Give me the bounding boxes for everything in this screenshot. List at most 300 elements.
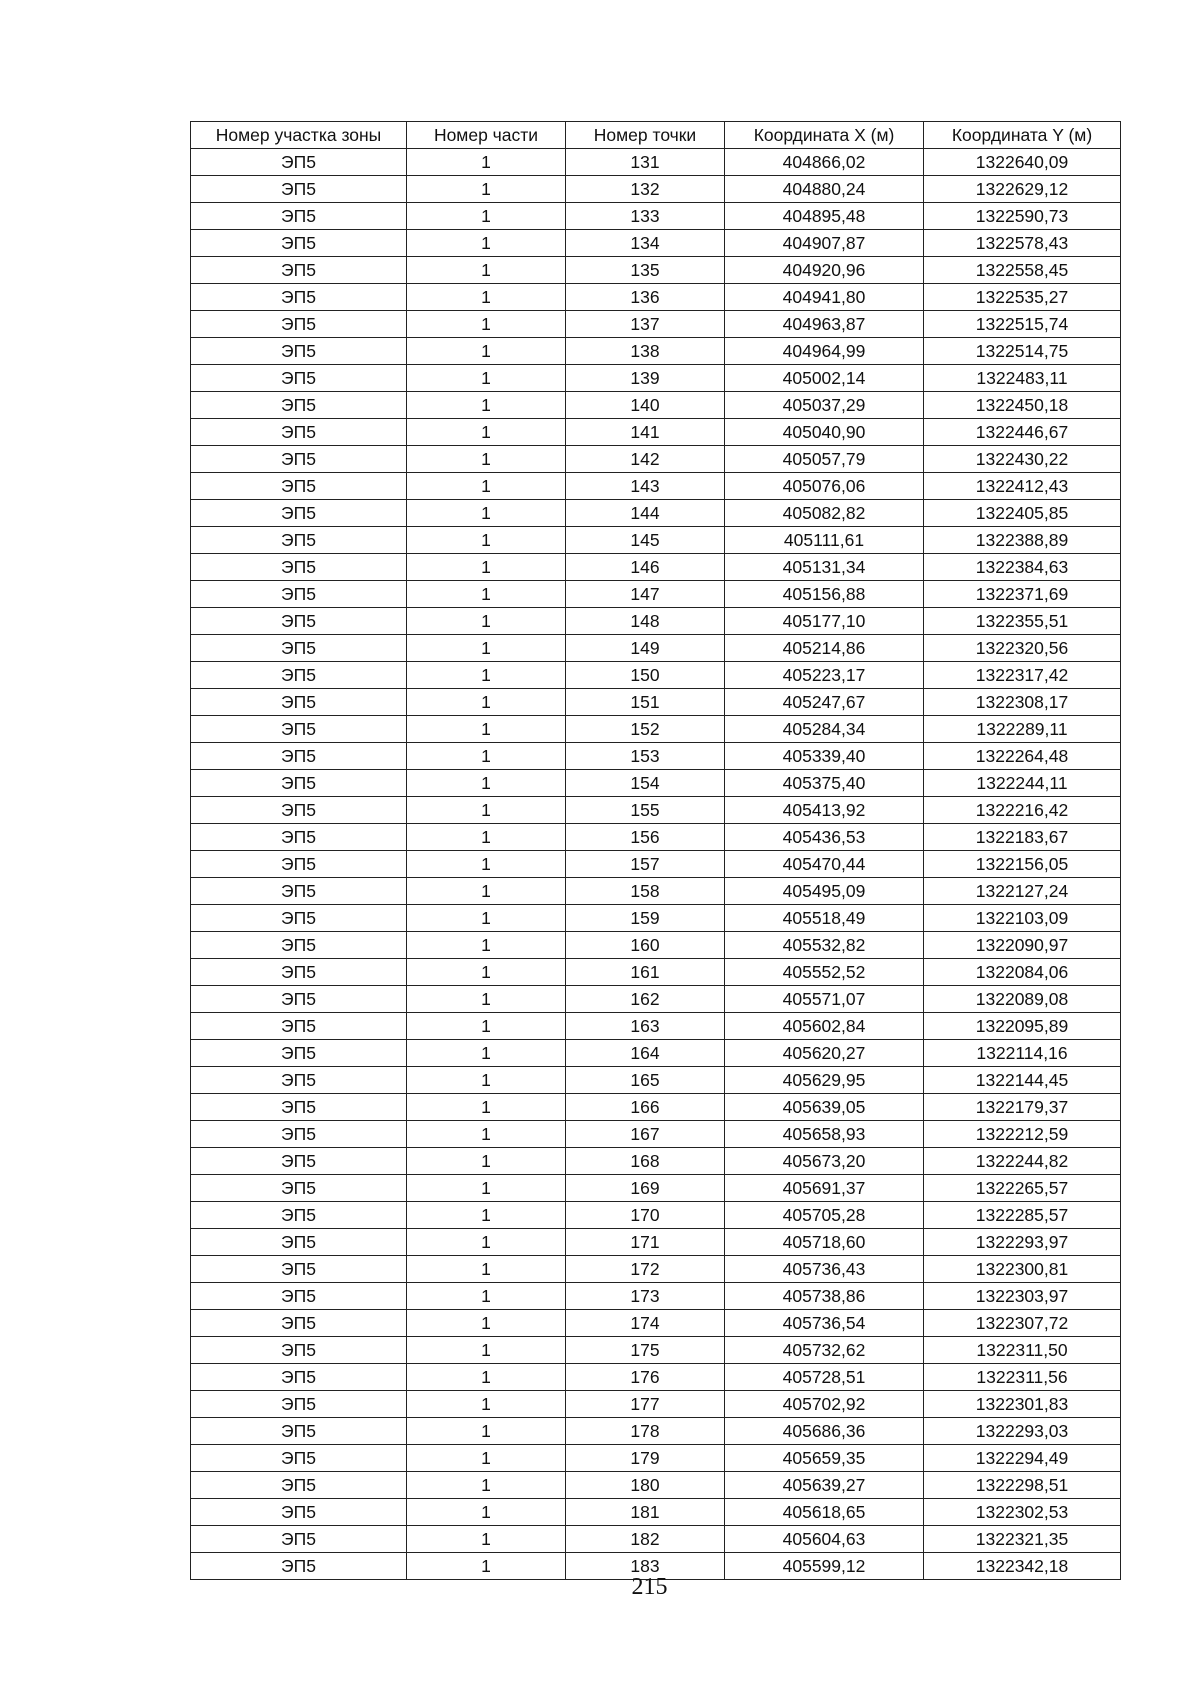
cell-zone-section: ЭП5	[191, 1202, 407, 1229]
coordinates-table	[190, 121, 1121, 1580]
cell-coordinate-y: 1322430,22	[924, 446, 1121, 473]
table-row	[191, 1283, 1121, 1310]
cell-coordinate-y: 1322293,97	[924, 1229, 1121, 1256]
table-body	[191, 149, 1121, 1580]
cell-coordinate-y: 1322264,48	[924, 743, 1121, 770]
table-row	[191, 662, 1121, 689]
cell-coordinate-y: 1322293,03	[924, 1418, 1121, 1445]
cell-part-number: 1	[407, 851, 566, 878]
table-row	[191, 257, 1121, 284]
table-row	[191, 1013, 1121, 1040]
cell-coordinate-x: 405639,27	[725, 1472, 924, 1499]
cell-part-number: 1	[407, 959, 566, 986]
cell-zone-section: ЭП5	[191, 500, 407, 527]
cell-zone-section: ЭП5	[191, 1310, 407, 1337]
header-zone-section-number: Номер участка зоны	[191, 122, 407, 149]
cell-coordinate-y: 1322103,09	[924, 905, 1121, 932]
cell-zone-section: ЭП5	[191, 1067, 407, 1094]
cell-coordinate-y: 1322371,69	[924, 581, 1121, 608]
cell-coordinate-y: 1322558,45	[924, 257, 1121, 284]
cell-part-number: 1	[407, 716, 566, 743]
table-row	[191, 608, 1121, 635]
cell-coordinate-x: 405111,61	[725, 527, 924, 554]
cell-zone-section: ЭП5	[191, 176, 407, 203]
cell-point-number: 177	[566, 1391, 725, 1418]
cell-coordinate-x: 405002,14	[725, 365, 924, 392]
cell-part-number: 1	[407, 1094, 566, 1121]
table-row	[191, 1499, 1121, 1526]
cell-coordinate-x: 405686,36	[725, 1418, 924, 1445]
cell-part-number: 1	[407, 1175, 566, 1202]
cell-zone-section: ЭП5	[191, 1256, 407, 1283]
cell-zone-section: ЭП5	[191, 1148, 407, 1175]
cell-part-number: 1	[407, 1499, 566, 1526]
cell-part-number: 1	[407, 878, 566, 905]
cell-point-number: 154	[566, 770, 725, 797]
cell-point-number: 131	[566, 149, 725, 176]
cell-coordinate-y: 1322090,97	[924, 932, 1121, 959]
cell-part-number: 1	[407, 527, 566, 554]
cell-part-number: 1	[407, 770, 566, 797]
cell-point-number: 150	[566, 662, 725, 689]
cell-coordinate-x: 404895,48	[725, 203, 924, 230]
cell-part-number: 1	[407, 1121, 566, 1148]
cell-point-number: 168	[566, 1148, 725, 1175]
table-row	[191, 1067, 1121, 1094]
cell-zone-section: ЭП5	[191, 1499, 407, 1526]
table-row	[191, 959, 1121, 986]
cell-coordinate-y: 1322388,89	[924, 527, 1121, 554]
table-row	[191, 743, 1121, 770]
cell-coordinate-x: 405639,05	[725, 1094, 924, 1121]
cell-part-number: 1	[407, 662, 566, 689]
cell-zone-section: ЭП5	[191, 446, 407, 473]
cell-zone-section: ЭП5	[191, 878, 407, 905]
cell-part-number: 1	[407, 176, 566, 203]
cell-coordinate-x: 405082,82	[725, 500, 924, 527]
cell-point-number: 172	[566, 1256, 725, 1283]
table-row	[191, 689, 1121, 716]
cell-coordinate-x: 405284,34	[725, 716, 924, 743]
cell-zone-section: ЭП5	[191, 1391, 407, 1418]
table-row	[191, 230, 1121, 257]
cell-part-number: 1	[407, 1256, 566, 1283]
cell-zone-section: ЭП5	[191, 851, 407, 878]
cell-coordinate-y: 1322285,57	[924, 1202, 1121, 1229]
cell-point-number: 139	[566, 365, 725, 392]
table-row	[191, 716, 1121, 743]
cell-coordinate-x: 405177,10	[725, 608, 924, 635]
cell-zone-section: ЭП5	[191, 1553, 407, 1580]
cell-part-number: 1	[407, 1013, 566, 1040]
cell-coordinate-y: 1322578,43	[924, 230, 1121, 257]
cell-coordinate-x: 405156,88	[725, 581, 924, 608]
header-point-number: Номер точки	[566, 122, 725, 149]
cell-coordinate-x: 405738,86	[725, 1283, 924, 1310]
cell-coordinate-x: 405736,43	[725, 1256, 924, 1283]
cell-point-number: 180	[566, 1472, 725, 1499]
cell-part-number: 1	[407, 986, 566, 1013]
cell-zone-section: ЭП5	[191, 689, 407, 716]
cell-part-number: 1	[407, 932, 566, 959]
cell-coordinate-y: 1322483,11	[924, 365, 1121, 392]
table-row	[191, 284, 1121, 311]
table-row	[191, 1256, 1121, 1283]
cell-coordinate-x: 405339,40	[725, 743, 924, 770]
cell-coordinate-x: 405604,63	[725, 1526, 924, 1553]
cell-coordinate-x: 405040,90	[725, 419, 924, 446]
cell-zone-section: ЭП5	[191, 905, 407, 932]
cell-point-number: 178	[566, 1418, 725, 1445]
cell-coordinate-x: 405736,54	[725, 1310, 924, 1337]
cell-part-number: 1	[407, 1364, 566, 1391]
cell-coordinate-y: 1322303,97	[924, 1283, 1121, 1310]
cell-part-number: 1	[407, 1337, 566, 1364]
cell-coordinate-x: 404866,02	[725, 149, 924, 176]
cell-point-number: 132	[566, 176, 725, 203]
cell-point-number: 142	[566, 446, 725, 473]
cell-coordinate-x: 405057,79	[725, 446, 924, 473]
table-row	[191, 500, 1121, 527]
table-row	[191, 176, 1121, 203]
cell-part-number: 1	[407, 392, 566, 419]
table-row	[191, 149, 1121, 176]
cell-point-number: 157	[566, 851, 725, 878]
cell-coordinate-x: 405552,52	[725, 959, 924, 986]
cell-part-number: 1	[407, 473, 566, 500]
cell-coordinate-x: 405518,49	[725, 905, 924, 932]
cell-coordinate-x: 405131,34	[725, 554, 924, 581]
cell-zone-section: ЭП5	[191, 824, 407, 851]
cell-zone-section: ЭП5	[191, 1472, 407, 1499]
cell-part-number: 1	[407, 1229, 566, 1256]
cell-coordinate-x: 405618,65	[725, 1499, 924, 1526]
table-row	[191, 203, 1121, 230]
cell-coordinate-x: 405470,44	[725, 851, 924, 878]
cell-coordinate-y: 1322590,73	[924, 203, 1121, 230]
cell-point-number: 158	[566, 878, 725, 905]
cell-coordinate-y: 1322114,16	[924, 1040, 1121, 1067]
table-row	[191, 905, 1121, 932]
cell-part-number: 1	[407, 1202, 566, 1229]
cell-point-number: 166	[566, 1094, 725, 1121]
cell-part-number: 1	[407, 743, 566, 770]
cell-coordinate-x: 405718,60	[725, 1229, 924, 1256]
cell-zone-section: ЭП5	[191, 716, 407, 743]
cell-zone-section: ЭП5	[191, 1418, 407, 1445]
cell-zone-section: ЭП5	[191, 1283, 407, 1310]
cell-zone-section: ЭП5	[191, 1445, 407, 1472]
table-row	[191, 851, 1121, 878]
cell-zone-section: ЭП5	[191, 149, 407, 176]
table-row	[191, 338, 1121, 365]
cell-coordinate-x: 405436,53	[725, 824, 924, 851]
cell-point-number: 145	[566, 527, 725, 554]
cell-coordinate-y: 1322342,18	[924, 1553, 1121, 1580]
cell-coordinate-y: 1322515,74	[924, 311, 1121, 338]
cell-coordinate-x: 405532,82	[725, 932, 924, 959]
cell-point-number: 156	[566, 824, 725, 851]
cell-point-number: 135	[566, 257, 725, 284]
cell-zone-section: ЭП5	[191, 1364, 407, 1391]
cell-part-number: 1	[407, 1040, 566, 1067]
cell-coordinate-y: 1322156,05	[924, 851, 1121, 878]
cell-coordinate-y: 1322084,06	[924, 959, 1121, 986]
cell-point-number: 160	[566, 932, 725, 959]
cell-coordinate-y: 1322144,45	[924, 1067, 1121, 1094]
cell-coordinate-y: 1322127,24	[924, 878, 1121, 905]
table-row	[191, 392, 1121, 419]
table-row	[191, 1094, 1121, 1121]
table-row	[191, 635, 1121, 662]
cell-part-number: 1	[407, 635, 566, 662]
cell-zone-section: ЭП5	[191, 392, 407, 419]
cell-zone-section: ЭП5	[191, 635, 407, 662]
table-row	[191, 986, 1121, 1013]
cell-coordinate-y: 1322089,08	[924, 986, 1121, 1013]
table-row	[191, 1364, 1121, 1391]
cell-coordinate-y: 1322307,72	[924, 1310, 1121, 1337]
cell-point-number: 161	[566, 959, 725, 986]
cell-zone-section: ЭП5	[191, 986, 407, 1013]
table-row	[191, 1337, 1121, 1364]
table-row	[191, 1526, 1121, 1553]
cell-zone-section: ЭП5	[191, 959, 407, 986]
table-header-row	[191, 122, 1121, 149]
cell-coordinate-y: 1322244,11	[924, 770, 1121, 797]
cell-point-number: 134	[566, 230, 725, 257]
cell-coordinate-y: 1322212,59	[924, 1121, 1121, 1148]
cell-zone-section: ЭП5	[191, 1175, 407, 1202]
cell-zone-section: ЭП5	[191, 1337, 407, 1364]
table-row	[191, 1202, 1121, 1229]
cell-coordinate-x: 405691,37	[725, 1175, 924, 1202]
cell-coordinate-y: 1322179,37	[924, 1094, 1121, 1121]
cell-point-number: 137	[566, 311, 725, 338]
cell-coordinate-x: 405495,09	[725, 878, 924, 905]
cell-part-number: 1	[407, 365, 566, 392]
cell-point-number: 144	[566, 500, 725, 527]
cell-coordinate-x: 405658,93	[725, 1121, 924, 1148]
cell-part-number: 1	[407, 1418, 566, 1445]
cell-part-number: 1	[407, 1310, 566, 1337]
cell-coordinate-x: 405705,28	[725, 1202, 924, 1229]
cell-part-number: 1	[407, 230, 566, 257]
cell-point-number: 173	[566, 1283, 725, 1310]
cell-zone-section: ЭП5	[191, 932, 407, 959]
cell-coordinate-x: 404941,80	[725, 284, 924, 311]
cell-part-number: 1	[407, 1391, 566, 1418]
cell-part-number: 1	[407, 203, 566, 230]
cell-coordinate-x: 405629,95	[725, 1067, 924, 1094]
cell-coordinate-y: 1322405,85	[924, 500, 1121, 527]
cell-point-number: 155	[566, 797, 725, 824]
cell-part-number: 1	[407, 149, 566, 176]
cell-point-number: 181	[566, 1499, 725, 1526]
cell-point-number: 163	[566, 1013, 725, 1040]
cell-zone-section: ЭП5	[191, 554, 407, 581]
cell-point-number: 143	[566, 473, 725, 500]
header-part-number: Номер части	[407, 122, 566, 149]
cell-coordinate-y: 1322183,67	[924, 824, 1121, 851]
cell-coordinate-y: 1322321,35	[924, 1526, 1121, 1553]
cell-coordinate-x: 404880,24	[725, 176, 924, 203]
cell-part-number: 1	[407, 1553, 566, 1580]
cell-part-number: 1	[407, 689, 566, 716]
cell-point-number: 141	[566, 419, 725, 446]
cell-coordinate-x: 404907,87	[725, 230, 924, 257]
header-coordinate-y: Координата Y (м)	[924, 122, 1121, 149]
cell-coordinate-x: 404964,99	[725, 338, 924, 365]
cell-coordinate-x: 405659,35	[725, 1445, 924, 1472]
cell-point-number: 133	[566, 203, 725, 230]
table-row	[191, 824, 1121, 851]
table-row	[191, 1121, 1121, 1148]
cell-coordinate-y: 1322265,57	[924, 1175, 1121, 1202]
cell-point-number: 148	[566, 608, 725, 635]
cell-zone-section: ЭП5	[191, 473, 407, 500]
cell-part-number: 1	[407, 1148, 566, 1175]
cell-coordinate-x: 405037,29	[725, 392, 924, 419]
cell-coordinate-y: 1322629,12	[924, 176, 1121, 203]
table-row	[191, 1148, 1121, 1175]
cell-coordinate-y: 1322320,56	[924, 635, 1121, 662]
cell-coordinate-x: 405702,92	[725, 1391, 924, 1418]
cell-coordinate-y: 1322216,42	[924, 797, 1121, 824]
cell-coordinate-y: 1322302,53	[924, 1499, 1121, 1526]
cell-part-number: 1	[407, 338, 566, 365]
cell-point-number: 152	[566, 716, 725, 743]
cell-part-number: 1	[407, 1283, 566, 1310]
cell-coordinate-y: 1322301,83	[924, 1391, 1121, 1418]
cell-part-number: 1	[407, 608, 566, 635]
cell-point-number: 182	[566, 1526, 725, 1553]
cell-part-number: 1	[407, 257, 566, 284]
cell-point-number: 169	[566, 1175, 725, 1202]
cell-part-number: 1	[407, 1472, 566, 1499]
cell-zone-section: ЭП5	[191, 743, 407, 770]
cell-coordinate-y: 1322317,42	[924, 662, 1121, 689]
cell-coordinate-y: 1322298,51	[924, 1472, 1121, 1499]
table-row	[191, 554, 1121, 581]
cell-zone-section: ЭП5	[191, 338, 407, 365]
cell-point-number: 179	[566, 1445, 725, 1472]
cell-part-number: 1	[407, 797, 566, 824]
cell-point-number: 167	[566, 1121, 725, 1148]
table-row	[191, 1310, 1121, 1337]
table-row	[191, 1040, 1121, 1067]
cell-point-number: 136	[566, 284, 725, 311]
cell-zone-section: ЭП5	[191, 365, 407, 392]
cell-part-number: 1	[407, 905, 566, 932]
cell-zone-section: ЭП5	[191, 257, 407, 284]
cell-coordinate-x: 404920,96	[725, 257, 924, 284]
table-row	[191, 527, 1121, 554]
cell-point-number: 149	[566, 635, 725, 662]
cell-part-number: 1	[407, 284, 566, 311]
cell-point-number: 140	[566, 392, 725, 419]
cell-coordinate-y: 1322412,43	[924, 473, 1121, 500]
cell-coordinate-y: 1322450,18	[924, 392, 1121, 419]
cell-point-number: 170	[566, 1202, 725, 1229]
cell-coordinate-x: 405076,06	[725, 473, 924, 500]
table-row	[191, 311, 1121, 338]
cell-part-number: 1	[407, 1067, 566, 1094]
cell-point-number: 183	[566, 1553, 725, 1580]
cell-zone-section: ЭП5	[191, 1526, 407, 1553]
cell-coordinate-y: 1322640,09	[924, 149, 1121, 176]
cell-coordinate-x: 405602,84	[725, 1013, 924, 1040]
cell-coordinate-y: 1322446,67	[924, 419, 1121, 446]
cell-zone-section: ЭП5	[191, 1013, 407, 1040]
table-row	[191, 365, 1121, 392]
cell-point-number: 138	[566, 338, 725, 365]
table-row	[191, 932, 1121, 959]
cell-point-number: 159	[566, 905, 725, 932]
table-row	[191, 446, 1121, 473]
cell-part-number: 1	[407, 1445, 566, 1472]
cell-coordinate-x: 405620,27	[725, 1040, 924, 1067]
cell-zone-section: ЭП5	[191, 311, 407, 338]
cell-part-number: 1	[407, 824, 566, 851]
cell-zone-section: ЭП5	[191, 608, 407, 635]
cell-part-number: 1	[407, 554, 566, 581]
cell-part-number: 1	[407, 1526, 566, 1553]
cell-coordinate-x: 404963,87	[725, 311, 924, 338]
cell-coordinate-y: 1322095,89	[924, 1013, 1121, 1040]
cell-zone-section: ЭП5	[191, 284, 407, 311]
table-row	[191, 1418, 1121, 1445]
cell-coordinate-y: 1322384,63	[924, 554, 1121, 581]
cell-zone-section: ЭП5	[191, 230, 407, 257]
table-row	[191, 473, 1121, 500]
cell-zone-section: ЭП5	[191, 797, 407, 824]
cell-part-number: 1	[407, 419, 566, 446]
page-number: 215	[631, 1574, 668, 1600]
cell-part-number: 1	[407, 581, 566, 608]
cell-coordinate-x: 405214,86	[725, 635, 924, 662]
coordinates-table-container	[190, 121, 1120, 1580]
table-row	[191, 1472, 1121, 1499]
cell-point-number: 176	[566, 1364, 725, 1391]
cell-part-number: 1	[407, 500, 566, 527]
cell-coordinate-y: 1322308,17	[924, 689, 1121, 716]
cell-zone-section: ЭП5	[191, 1094, 407, 1121]
cell-point-number: 164	[566, 1040, 725, 1067]
cell-coordinate-y: 1322535,27	[924, 284, 1121, 311]
cell-zone-section: ЭП5	[191, 770, 407, 797]
table-row	[191, 581, 1121, 608]
table-row	[191, 1175, 1121, 1202]
cell-coordinate-x: 405375,40	[725, 770, 924, 797]
cell-coordinate-y: 1322300,81	[924, 1256, 1121, 1283]
cell-point-number: 162	[566, 986, 725, 1013]
cell-point-number: 147	[566, 581, 725, 608]
cell-zone-section: ЭП5	[191, 1121, 407, 1148]
cell-coordinate-y: 1322311,56	[924, 1364, 1121, 1391]
cell-coordinate-x: 405413,92	[725, 797, 924, 824]
cell-zone-section: ЭП5	[191, 203, 407, 230]
table-row	[191, 1445, 1121, 1472]
cell-point-number: 171	[566, 1229, 725, 1256]
table-row	[191, 878, 1121, 905]
cell-part-number: 1	[407, 446, 566, 473]
cell-zone-section: ЭП5	[191, 419, 407, 446]
table-row	[191, 797, 1121, 824]
table-row	[191, 1391, 1121, 1418]
cell-zone-section: ЭП5	[191, 581, 407, 608]
cell-coordinate-y: 1322244,82	[924, 1148, 1121, 1175]
